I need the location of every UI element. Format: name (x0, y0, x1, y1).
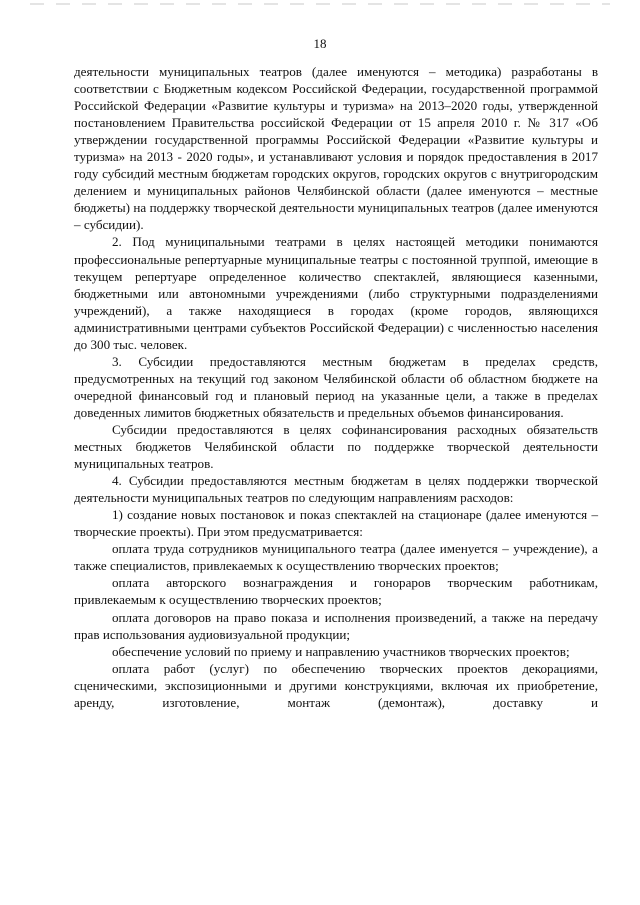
paragraph-item-4: 4. Субсидии предоставляются местным бюджетам в целях поддержки творческой деятельности муниципальных театров по следующим направлениям расходов: (74, 473, 598, 506)
paragraph-performance-rights: оплата договоров на право показа и исполнения произведений, а также на передачу прав использования аудиовизуальной продукции; (74, 609, 598, 642)
paragraph-item-2: 2. Под муниципальными театрами в целях настоящей методики понимаются профессиональные репертуарные муниципальные театры с постоянной труппой, имеющие в текущем репертуаре определенное количество спектаклей, являющиеся казенными, бюджетными или автономными учреждениями (либо структурными подразделениями учреждений), а также находящиеся в городах (кроме городов, являющихся административными центрами субъектов Российской Федерации) с численностью населения до 300 тыс. человек. (74, 234, 598, 352)
page-number: 18 (313, 36, 327, 51)
paragraph-participants: обеспечение условий по приему и направлению участников творческих проектов; (112, 643, 570, 659)
paragraph-scenery-works: оплата работ (услуг) по обеспечению творческих проектов декорациями, сценическими, экспозиционными и другими конструкциями, включая их приобретение, аренду, изготовление, монтаж (демонтаж), доставку и (74, 660, 598, 710)
paragraph-subsidy-purpose: Субсидии предоставляются в целях софинансирования расходных обязательств местных бюджетов Челябинской области по поддержке творческой деятельности муниципальных театров. (74, 421, 598, 472)
paragraph-item-3: 3. Субсидии предоставляются местным бюджетам в пределах средств, предусмотренных на текущий год законом Челябинской области об областном бюджете на очередной финансовый год и плановый период на указанные цели, а также в пределах доведенных лимитов бюджетных обязательств и предельных объемов финансирования. (74, 353, 598, 420)
paragraph-author-fees: оплата авторского вознаграждения и гонораров творческим работникам, привлекаемым к осуществлению творческих проектов; (74, 575, 598, 608)
paragraph-labor-payment: оплата труда сотрудников муниципального театра (далее именуется – учреждение), а также специалистов, привлекаемых к осуществлению творческих проектов; (74, 541, 598, 574)
paragraph-subitem-1: 1) создание новых постановок и показ спектаклей на стационаре (далее именуются – творческие проекты). При этом предусматривается: (74, 507, 598, 540)
document-body (74, 63, 598, 711)
scan-artifact (30, 3, 610, 5)
paragraph-intro-continuation: деятельности муниципальных театров (далее именуются – методика) разработаны в соответствии с Бюджетным кодексом Российской Федерации, государственной программой Российской Федерации «Развитие культуры и туризма» на 2013–2020 годы, утвержденной постановлением Правительства российской Федерации от 15 апреля 2010 г. № 317 «Об утверждении государственной программы Российской Федерации «Развитие культуры и туризма» на 2013 - 2020 годы», и устанавливают условия и порядок предоставления в 2017 году субсидий местным бюджетам городских округов, городских округов с внутригородским делением и муниципальных районов Челябинской области (далее именуются – местные бюджеты) на поддержку творческой деятельности муниципальных театров (далее именуются – субсидии). (74, 64, 598, 233)
